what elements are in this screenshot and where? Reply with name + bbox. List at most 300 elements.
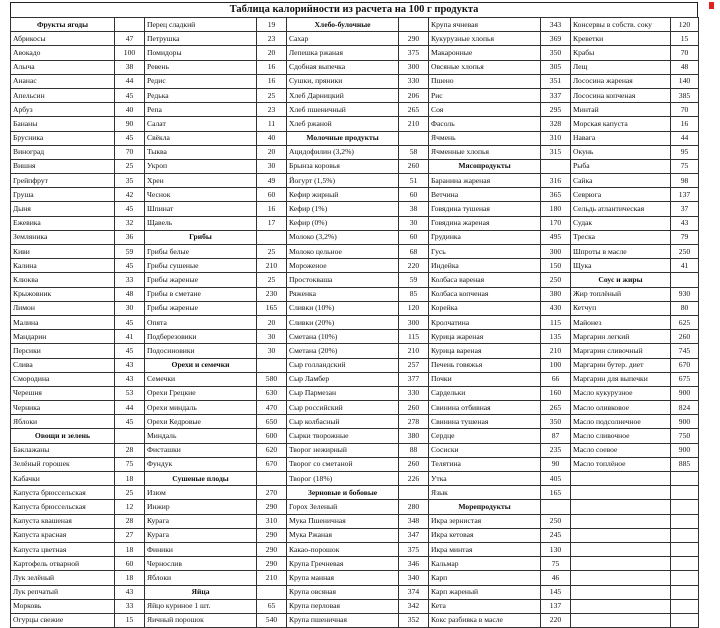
product-name: Редис [145,74,257,88]
product-name: Соя [429,103,541,117]
table-row [11,571,699,585]
table-row [11,145,699,159]
product-name: Орехи Кедровые [145,415,257,429]
product-name: Мука Ржаная [287,528,399,542]
product-name [571,613,671,627]
product-name: Свинина тушеная [429,415,541,429]
calorie-value: 23 [257,103,287,117]
calorie-value: 900 [671,443,699,457]
calorie-value [671,486,699,500]
table-row [11,528,699,542]
calorie-value: 348 [399,514,429,528]
product-name: Лещ [571,60,671,74]
product-name: Изюм [145,486,257,500]
calorie-value [541,159,571,173]
product-name: Кефир (1%) [287,202,399,216]
product-name: Сушки, пряники [287,74,399,88]
table-row [11,202,699,216]
table-row [11,46,699,60]
calorie-value: 75 [115,457,145,471]
product-name: Укроп [145,159,257,173]
product-name: Сливки (20%) [287,315,399,329]
product-name: Морская капуста [571,117,671,131]
product-name: Печень говяжья [429,358,541,372]
product-name: Курага [145,514,257,528]
product-name: Орехи миндаль [145,401,257,415]
product-name: Финики [145,542,257,556]
calorie-value: 265 [541,401,571,415]
calorie-value: 45 [115,415,145,429]
category-header: Соус и жиры [571,273,671,287]
product-name: Судак [571,216,671,230]
calorie-value: 43 [115,585,145,599]
table-row [11,613,699,627]
product-name: Семечки [145,372,257,386]
calorie-value: 20 [257,315,287,329]
product-name: Сливки (10%) [287,301,399,315]
calorie-value: 885 [671,457,699,471]
product-name: Грибы в сметане [145,287,257,301]
calorie-value: 90 [115,117,145,131]
calorie-value: 380 [399,429,429,443]
product-name: Курага [145,528,257,542]
product-name: Сардельки [429,386,541,400]
category-header: Фрукты ягоды [11,18,115,32]
calorie-value: 295 [541,103,571,117]
calorie-value: 150 [541,259,571,273]
product-name: Баранина жареная [429,174,541,188]
calorie-value: 600 [257,429,287,443]
product-name: Грибы жареные [145,301,257,315]
table-row [11,429,699,443]
table-row [11,117,699,131]
calorie-value: 20 [257,145,287,159]
calorie-value: 330 [399,74,429,88]
product-name: Грейпфрут [11,174,115,188]
product-name: Кокс разбивка в масле [429,613,541,627]
red-corner-mark [709,2,714,9]
table-row [11,315,699,329]
table-row [11,457,699,471]
calorie-value: 280 [399,500,429,514]
calorie-value: 30 [257,159,287,173]
calorie-value: 44 [671,131,699,145]
calorie-value: 337 [541,88,571,102]
product-name: Черешня [11,386,115,400]
product-name: Кета [429,599,541,613]
calorie-value: 620 [257,443,287,457]
table-row [11,372,699,386]
product-name: Авокадо [11,46,115,60]
calorie-value: 470 [257,401,287,415]
product-name: Ежевика [11,216,115,230]
product-name: Рыба [571,159,671,173]
calorie-value: 210 [399,344,429,358]
product-name: Крупа манная [287,571,399,585]
product-name [571,599,671,613]
product-name: Кукурузные хлопья [429,32,541,46]
product-name: Черника [11,401,115,415]
calorie-value: 95 [671,145,699,159]
calorie-value: 351 [541,74,571,88]
product-name: Лососина жареная [571,74,671,88]
calorie-value: 42 [115,188,145,202]
category-header: Морепродукты [429,500,541,514]
calorie-value [399,131,429,145]
product-name: Салат [145,117,257,131]
calorie-value: 145 [541,585,571,599]
product-name: Хлеб Дарницкий [287,88,399,102]
calorie-table-document [10,2,698,628]
product-name: Креветки [571,32,671,46]
calorie-value: 87 [541,429,571,443]
calorie-value: 41 [115,330,145,344]
product-name: Смородина [11,372,115,386]
product-name: Репа [145,103,257,117]
product-name: Сельдь атлантическая [571,202,671,216]
product-name: Миндаль [145,429,257,443]
calorie-value: 25 [115,159,145,173]
product-name: Майонез [571,315,671,329]
category-header: Грибы [145,230,257,244]
product-name: Телятина [429,457,541,471]
product-name [571,585,671,599]
product-name: Тыква [145,145,257,159]
table-row [11,330,699,344]
product-name: Кефир жирный [287,188,399,202]
calorie-value [115,18,145,32]
calorie-value: 377 [399,372,429,386]
calorie-value: 380 [541,287,571,301]
calorie-value: 19 [257,18,287,32]
product-name: Творог со сметаной [287,457,399,471]
product-name: Капуста цветная [11,542,115,556]
product-name: Свинина отбивная [429,401,541,415]
calorie-value: 40 [257,131,287,145]
product-name: Севрюга [571,188,671,202]
calorie-value: 115 [541,315,571,329]
calorie-value: 346 [399,557,429,571]
calorie-value: 250 [541,514,571,528]
calorie-value [257,585,287,599]
product-name: Грибы белые [145,245,257,259]
calorie-value: 430 [541,301,571,315]
calorie-value: 28 [115,443,145,457]
calorie-value: 48 [115,287,145,301]
product-name: Горох Зеленый [287,500,399,514]
calorie-value: 88 [399,443,429,457]
table-row [11,88,699,102]
calorie-value: 278 [399,415,429,429]
table-row [11,415,699,429]
product-name: Персики [11,344,115,358]
calorie-value: 365 [541,188,571,202]
product-name: Мука Пшеничная [287,514,399,528]
product-name: Карп жареный [429,585,541,599]
calorie-value: 58 [399,145,429,159]
calorie-value: 220 [541,613,571,627]
calorie-value: 316 [541,174,571,188]
calorie-value [671,542,699,556]
product-name: Калина [11,259,115,273]
table-row [11,188,699,202]
calorie-value: 75 [671,159,699,173]
calorie-value: 165 [541,486,571,500]
product-name: Жир топлёный [571,287,671,301]
calorie-value: 343 [541,18,571,32]
table-row [11,486,699,500]
calorie-value: 18 [115,542,145,556]
product-name: Маргарин бутер. диет [571,358,671,372]
calorie-value: 43 [671,216,699,230]
product-name: Крупа пшеничная [287,613,399,627]
product-name: Курица вареная [429,344,541,358]
table-row [11,216,699,230]
product-name: Подберезовики [145,330,257,344]
calorie-value: 25 [257,245,287,259]
product-name: Крупа ячневая [429,18,541,32]
calorie-value: 51 [399,174,429,188]
product-name: Опята [145,315,257,329]
calorie-value: 385 [671,88,699,102]
product-name: Кальмар [429,557,541,571]
calorie-value: 137 [541,599,571,613]
calorie-value: 46 [541,571,571,585]
calorie-value: 44 [115,74,145,88]
calorie-value: 900 [671,386,699,400]
calorie-value: 375 [399,46,429,60]
calorie-value: 305 [541,60,571,74]
calorie-value: 170 [541,216,571,230]
calorie-value: 98 [671,174,699,188]
calorie-value: 43 [115,358,145,372]
calorie-value: 135 [541,330,571,344]
calorie-value: 18 [115,472,145,486]
calorie-value: 60 [257,188,287,202]
product-name: Фасоль [429,117,541,131]
product-name: Малина [11,315,115,329]
calorie-value: 315 [541,145,571,159]
calorie-value: 350 [541,415,571,429]
calorie-value: 85 [399,287,429,301]
calorie-value: 30 [399,216,429,230]
product-name: Бананы [11,117,115,131]
calorie-value: 16 [257,60,287,74]
calorie-value: 68 [399,245,429,259]
calorie-value: 210 [257,259,287,273]
product-name: Какао-порошок [287,542,399,556]
calorie-value: 260 [399,457,429,471]
product-name: Крупа перловая [287,599,399,613]
calorie-value: 670 [257,457,287,471]
calorie-value: 33 [115,599,145,613]
product-name: Окунь [571,145,671,159]
product-name [571,528,671,542]
calorie-value: 210 [399,117,429,131]
product-name: Творог (18%) [287,472,399,486]
product-name [571,514,671,528]
product-name: Молоко (3,2%) [287,230,399,244]
product-name: Ананас [11,74,115,88]
calorie-value: 65 [257,599,287,613]
calorie-value: 45 [115,259,145,273]
calorie-value: 35 [115,174,145,188]
calorie-value: 120 [671,18,699,32]
table-row [11,472,699,486]
calorie-value: 37 [671,202,699,216]
product-name: Грибы жареные [145,273,257,287]
product-name: Ветчина [429,188,541,202]
calorie-value: 369 [541,32,571,46]
product-name: Картофель отварной [11,557,115,571]
product-name: Инжир [145,500,257,514]
calorie-value: 27 [115,528,145,542]
product-name: Слива [11,358,115,372]
product-name: Икра зернистая [429,514,541,528]
calorie-value: 350 [541,46,571,60]
calorie-value: 47 [115,32,145,46]
product-name: Кабачки [11,472,115,486]
product-name [571,542,671,556]
calorie-value: 12 [115,500,145,514]
product-name [571,500,671,514]
calorie-value: 40 [115,103,145,117]
calorie-value: 210 [257,571,287,585]
calorie-value: 210 [541,344,571,358]
table-row [11,585,699,599]
product-name: Капуста красная [11,528,115,542]
product-name: Ряженка [287,287,399,301]
calorie-value: 130 [541,542,571,556]
calorie-value: 206 [399,88,429,102]
product-name: Утка [429,472,541,486]
product-name: Язык [429,486,541,500]
product-name: Петрушка [145,32,257,46]
category-header: Сушеные плоды [145,472,257,486]
product-name: Молоко цельное [287,245,399,259]
calorie-value [671,472,699,486]
calorie-value: 250 [541,273,571,287]
product-name: Сыр голландский [287,358,399,372]
calorie-value: 310 [257,514,287,528]
calorie-value [257,230,287,244]
table-row [11,557,699,571]
calorie-value: 230 [257,287,287,301]
calorie-value: 290 [257,500,287,514]
calorie-value [399,18,429,32]
product-name [571,472,671,486]
calorie-value: 165 [257,301,287,315]
calorie-value: 45 [115,131,145,145]
product-name: Яблоки [11,415,115,429]
product-name: Кефир (0%) [287,216,399,230]
calorie-value: 45 [115,344,145,358]
table-row [11,301,699,315]
calorie-value: 30 [115,301,145,315]
category-header: Орехи и семечки [145,358,257,372]
product-name: Фундук [145,457,257,471]
calorie-value [671,571,699,585]
product-name: Фисташки [145,443,257,457]
calorie-value: 290 [257,542,287,556]
calorie-value: 340 [399,571,429,585]
calorie-value: 38 [399,202,429,216]
calorie-value: 28 [115,514,145,528]
table-row [11,103,699,117]
product-name: Земляника [11,230,115,244]
calorie-value [671,514,699,528]
table-row [11,18,699,32]
calorie-value: 580 [257,372,287,386]
calorie-value: 36 [115,230,145,244]
calorie-value: 79 [671,230,699,244]
product-name: Сметана (20%) [287,344,399,358]
product-name: Шпинат [145,202,257,216]
product-name: Йогурт (1,5%) [287,174,399,188]
product-name: Рис [429,88,541,102]
calorie-value: 328 [541,117,571,131]
calorie-value: 33 [115,273,145,287]
product-name: Индейка [429,259,541,273]
calorie-value: 824 [671,401,699,415]
calorie-value: 352 [399,613,429,627]
calorie-value: 23 [257,32,287,46]
calorie-value: 25 [257,88,287,102]
product-name: Гусь [429,245,541,259]
table-row [11,287,699,301]
table-row [11,514,699,528]
table-row [11,358,699,372]
product-name: Овсяные хлопья [429,60,541,74]
product-name: Крупа овсяная [287,585,399,599]
table-row [11,386,699,400]
calorie-value: 30 [257,344,287,358]
calorie-value: 300 [399,315,429,329]
calorie-value: 45 [115,202,145,216]
table-row [11,273,699,287]
calorie-value: 300 [541,245,571,259]
calorie-value: 115 [399,330,429,344]
category-header: Мясопродукты [429,159,541,173]
product-name: Лососина копченая [571,88,671,102]
calorie-value [541,500,571,514]
calorie-value: 270 [257,486,287,500]
product-name: Лепешка ржаная [287,46,399,60]
product-name: Сметана (10%) [287,330,399,344]
calorie-value [671,585,699,599]
product-name: Киви [11,245,115,259]
product-name: Масло оливковое [571,401,671,415]
product-name: Почки [429,372,541,386]
product-name: Мандарин [11,330,115,344]
calorie-value: 38 [115,60,145,74]
product-name: Мороженое [287,259,399,273]
product-name: Маргарин сливочный [571,344,671,358]
calorie-value: 220 [399,259,429,273]
table-row [11,60,699,74]
product-name: Кетчуп [571,301,671,315]
calorie-value: 70 [671,46,699,60]
calorie-value: 260 [671,330,699,344]
product-name: Маргарин для выпечки [571,372,671,386]
calorie-value [671,557,699,571]
product-name: Крупа Гречневая [287,557,399,571]
product-name: Карп [429,571,541,585]
calorie-value: 675 [671,372,699,386]
calorie-value: 260 [399,401,429,415]
calorie-value [257,358,287,372]
product-name: Орехи Грецкие [145,386,257,400]
